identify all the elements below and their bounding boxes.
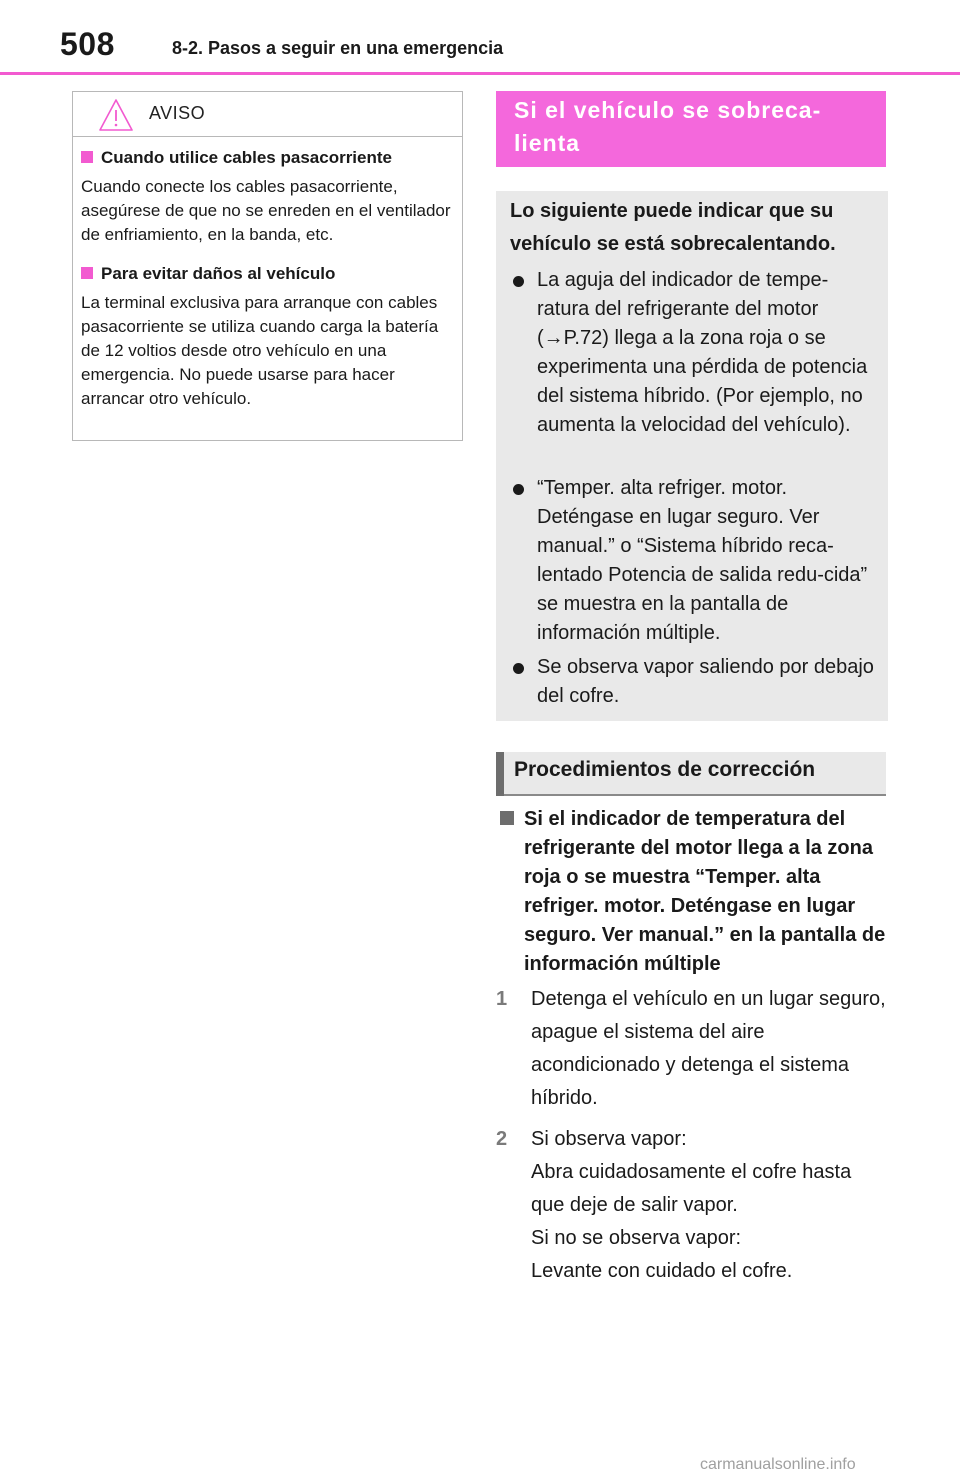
step-number: 2 bbox=[496, 1128, 508, 1150]
square-bullet-icon bbox=[81, 267, 93, 279]
watermark: carmanualsonline.info bbox=[700, 1456, 856, 1473]
warning-item-title: Para evitar daños al vehículo bbox=[81, 263, 454, 285]
list-item: La aguja del indicador de tempe-ratura del refrigerante del motor (→P.72) llega a la zona roja o se experimenta una pérdida de potencia del sistema híbrido. (Por ejemplo, no aumenta la velocidad del vehículo). bbox=[510, 266, 880, 446]
warning-item-title: Cuando utilice cables pasacorriente bbox=[81, 147, 454, 169]
overheat-banner bbox=[496, 91, 886, 167]
square-bullet-icon bbox=[500, 811, 514, 825]
warning-box-header bbox=[73, 92, 462, 137]
procedures-title: Procedimientos de corrección bbox=[514, 758, 816, 781]
page-header bbox=[0, 0, 960, 76]
step-text: Detenga el vehículo en un lugar seguro, apague el sistema del aire acondicionado y detenga el sistema híbrido. bbox=[531, 988, 886, 1109]
list-item: Se observa vapor saliendo por debajo del cofre. bbox=[510, 653, 880, 713]
step-text: Si observa vapor: Abra cuidadosamente el cofre hasta que deje de salir vapor. Si no se observa vapor: Levante con cuidado el cofre. bbox=[531, 1128, 852, 1282]
warning-triangle-icon bbox=[98, 98, 134, 132]
symptoms-box bbox=[496, 191, 888, 721]
page-number: 508 bbox=[60, 26, 115, 62]
bullet-icon bbox=[513, 276, 524, 287]
section-title: 8-2. Pasos a seguir en una emergencia bbox=[172, 38, 504, 58]
warning-body bbox=[73, 137, 462, 411]
warning-item-text: Cuando conecte los cables pasacorriente, asegúrese de que no se enreden en el ventilador de enfriamiento, en la banda, etc. bbox=[81, 177, 451, 244]
square-bullet-icon bbox=[81, 151, 93, 163]
warning-label: AVISO bbox=[149, 103, 206, 123]
procedures-header bbox=[496, 752, 886, 796]
heading-accent-bar bbox=[496, 752, 504, 796]
step-number: 1 bbox=[496, 988, 508, 1010]
warning-box bbox=[72, 91, 463, 441]
list-item: “Temper. alta refriger. motor. Deténgase en lugar seguro. Ver manual.” o “Sistema híbrido reca-lentado Potencia de salida redu-cida” se muestra en la pantalla de información múltiple. bbox=[510, 474, 880, 624]
overheat-banner-title: Si el vehículo se sobreca- lienta bbox=[514, 97, 822, 156]
symptoms-intro: Lo siguiente puede indicar que su vehículo se está sobrecalentando. bbox=[510, 200, 836, 255]
header-divider bbox=[0, 72, 960, 75]
bullet-icon bbox=[513, 484, 524, 495]
bullet-icon bbox=[513, 663, 524, 674]
warning-item-text: La terminal exclusiva para arranque con cables pasacorriente se utiliza cuando carga la batería de 12 voltios desde otro vehículo en una emergencia. No puede usarse para hacer arrancar otro vehículo. bbox=[81, 293, 439, 408]
